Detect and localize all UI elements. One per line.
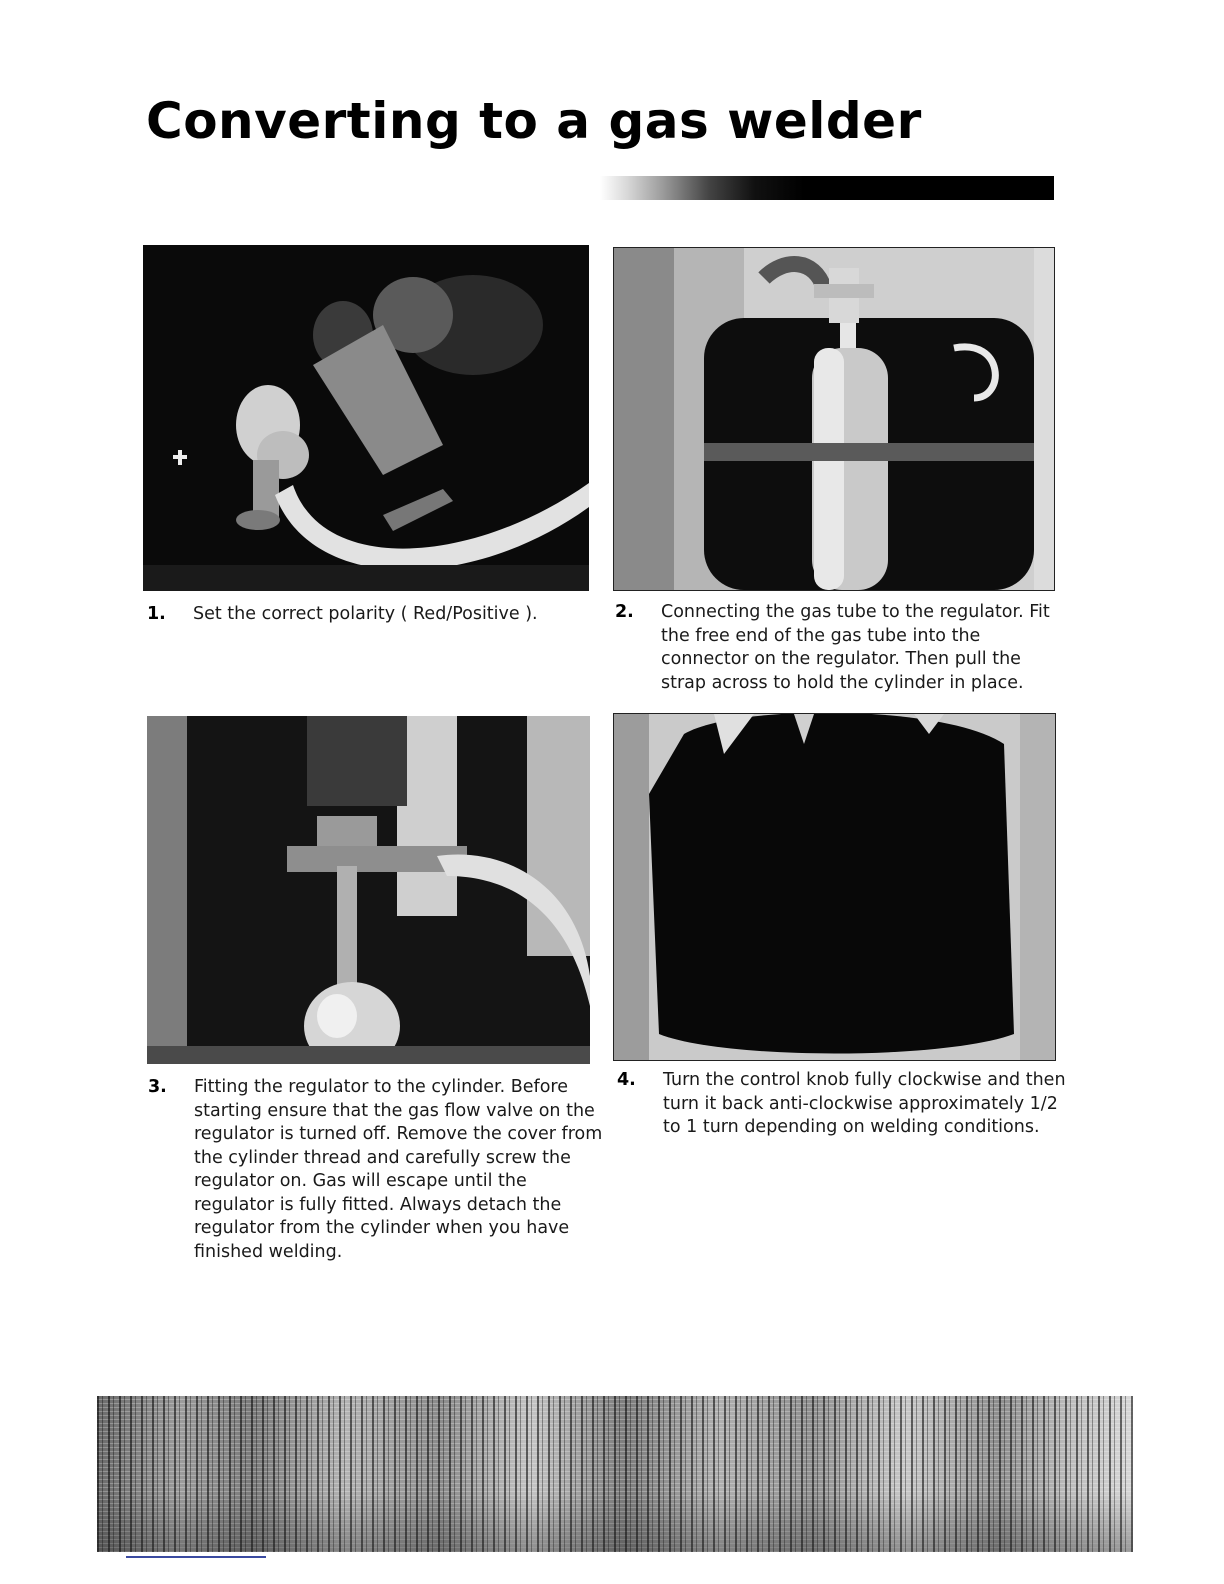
- photo-gas-tube-illustration: [614, 248, 1054, 590]
- photo-regulator-cylinder: [147, 716, 590, 1064]
- page-title: Converting to a gas welder: [146, 92, 922, 150]
- step-4-number: 4.: [617, 1070, 636, 1090]
- photo-control-knob-illustration: [614, 714, 1055, 1060]
- step-1-number: 1.: [147, 604, 166, 624]
- footer-scan-band: [97, 1396, 1133, 1552]
- step-3-number: 3.: [148, 1077, 167, 1097]
- photo-control-knob: [613, 713, 1056, 1061]
- photo-gas-tube-regulator: [613, 247, 1055, 591]
- photo-polarity-illustration: [143, 245, 589, 591]
- step-3-text: Fitting the regulator to the cylinder. Before starting ensure that the gas flow valve on the regulator is turned off. Remove the cover from the cylinder thread and carefully screw the regulator on. Gas will escape until the regulator is fully fitted. Always detach the regulator from the cylinder when you have finished welding.: [194, 1077, 603, 1262]
- photo-regulator-illustration: [147, 716, 590, 1064]
- step-2-text: Connecting the gas tube to the regulator. Fit the free end of the gas tube into the connector on the regulator. Then pull the strap across to hold the cylinder in place.: [661, 602, 1050, 693]
- step-1-text: Set the correct polarity ( Red/Positive ).: [193, 604, 538, 624]
- photo-polarity-connection: [143, 245, 589, 591]
- step-4-text: Turn the control knob fully clockwise and then turn it back anti-clockwise approximately 1/2 to 1 turn depending on welding conditions.: [663, 1070, 1066, 1137]
- title-underline-bar: [600, 176, 1054, 200]
- step-2-number: 2.: [615, 602, 634, 622]
- footer-line: [126, 1556, 266, 1558]
